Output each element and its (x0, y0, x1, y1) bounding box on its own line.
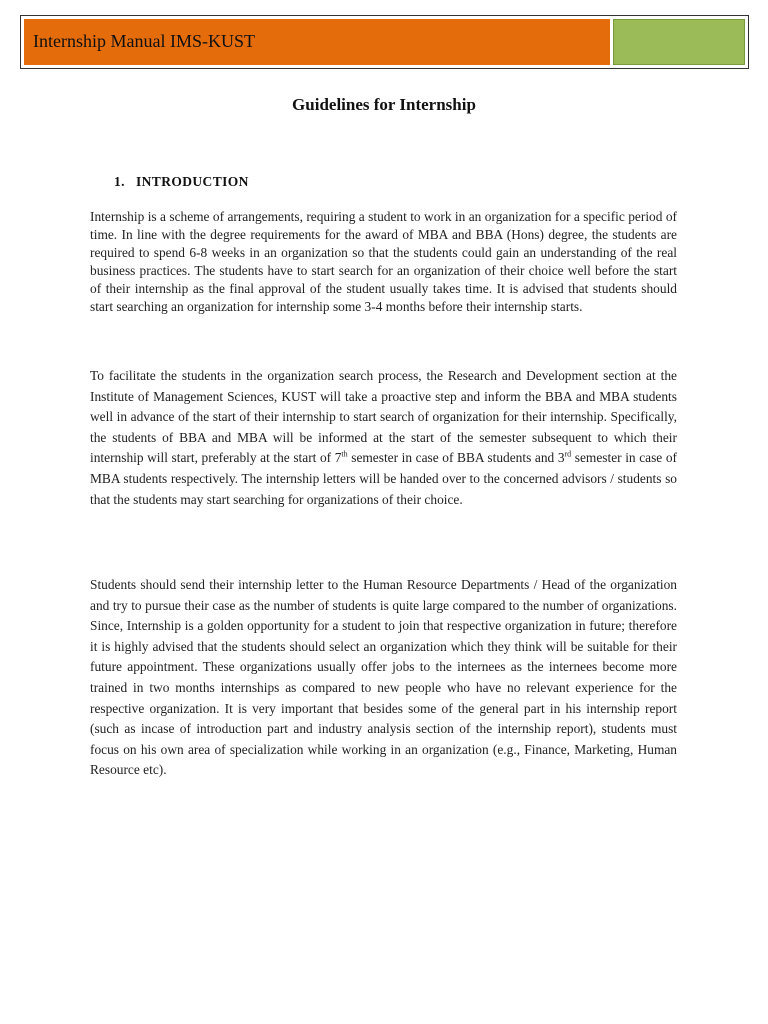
header-title-bar (24, 19, 611, 65)
section-heading-text: INTRODUCTION (136, 174, 249, 189)
paragraph-organization-search (90, 366, 677, 510)
section-number: 1. (114, 174, 125, 189)
section-heading (114, 174, 249, 190)
header-title: Internship Manual IMS-KUST (33, 31, 255, 51)
document-title: Guidelines for Internship (292, 95, 476, 114)
superscript-th: th (341, 449, 348, 459)
paragraph-text: semester in case of MBA students respectively. The internship letters will be handed over to the concerned advisors / students so that the students may start searching for organizations of their choice. (90, 450, 677, 507)
page-header (20, 15, 749, 69)
paragraph-internship-letter: Students should send their internship letter to the Human Resource Departments / Head of the organization and try to pursue their case as the number of students is quite large compared to the number of organizations. Since, Internship is a golden opportunity for a student to join that respective organization in future; therefore it is highly advised that the students should select an organization which they think will be suitable for their future appointment. These organizations usually offer jobs to the internees as the internees become more trained in two months internships as compared to new people who have no relevant experience for the respective organization. It is very important that besides some of the general part in his internship report (such as incase of introduction part and industry analysis section of the internship report), students must focus on his own area of specialization while working in an organization (e.g., Finance, Marketing, Human Resource etc). (90, 577, 677, 778)
paragraph-introduction: Internship is a scheme of arrangements, requiring a student to work in an organization for a specific period of time. In line with the degree requirements for the award of MBA and BBA (Hons) degree, the students are required to spend 6-8 weeks in an organization so that the students could gain an understanding of the real business practices. The students have to start search for an organization of their choice well before the start of their internship as the final approval of the student usually takes time. It is advised that students should start searching an organization for internship some 3-4 months before their internship starts. (90, 209, 677, 314)
header-accent-block (613, 19, 745, 65)
paragraph-text: semester in case of BBA students and 3 (347, 450, 565, 466)
superscript-rd: rd (564, 449, 572, 459)
paragraph-text: To facilitate the students in the organization search process, the Research and Development section at the Institute of Management Sciences, KUST will take a proactive step and inform the BBA and MBA students well in advance of the start of their internship to start search of organization for their internship. Specifically, the students of BBA and MBA will be informed at the start of the semester subsequent to which their internship will start, preferably at the start of 7 (90, 368, 677, 466)
